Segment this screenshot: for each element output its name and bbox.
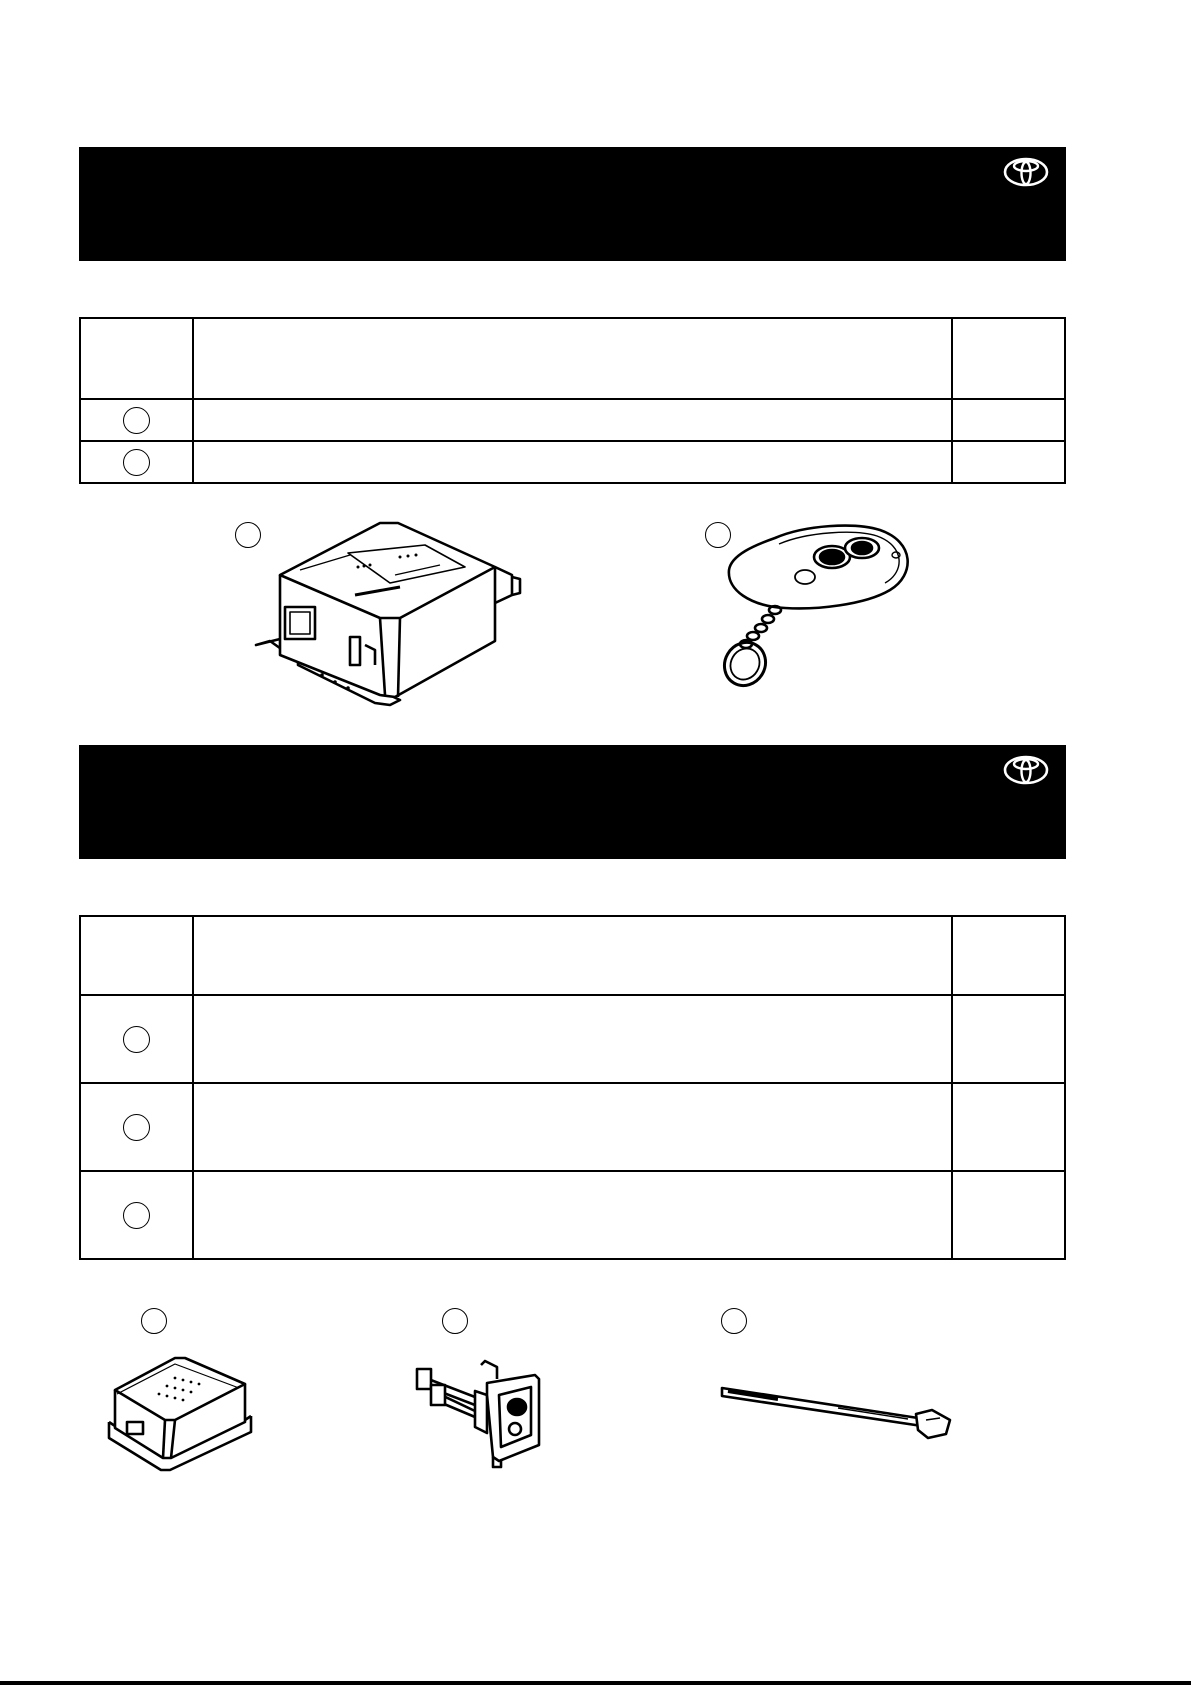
table-header-row [80,916,1065,995]
header-description [193,318,952,399]
item-marker [123,1026,150,1053]
table-header-row [80,318,1065,399]
item-quantity [952,399,1065,441]
section-banner [79,745,1066,859]
parts-table [79,317,1066,484]
cable-tie-icon [718,1380,958,1440]
table-row [80,1171,1065,1259]
header-description [193,916,952,995]
item-marker [123,1114,150,1141]
illustration-marker [721,1308,747,1334]
item-quantity [952,1171,1065,1259]
item-marker [123,449,150,476]
item-quantity [952,441,1065,483]
header-quantity [952,318,1065,399]
item-description [193,441,952,483]
item-quantity [952,1083,1065,1171]
table-row [80,1083,1065,1171]
table-row [80,399,1065,441]
table-row [80,995,1065,1083]
item-description [193,995,952,1083]
item-description [193,1171,952,1259]
section-banner [79,147,1066,261]
parts-table [79,915,1066,1260]
item-quantity [952,995,1065,1083]
remote-key-fob-icon [715,520,930,695]
header-quantity [952,916,1065,995]
item-marker [123,407,150,434]
table-row [80,441,1065,483]
led-indicator-icon [415,1355,545,1470]
toyota-logo-icon [1002,754,1050,786]
relay-box-icon [105,1350,255,1475]
illustration-marker [442,1308,468,1334]
header-ref [80,318,193,399]
item-description [193,1083,952,1171]
item-marker [123,1202,150,1229]
control-module-icon [250,515,535,710]
item-description [193,399,952,441]
page-bottom-rule [0,1681,1191,1685]
illustration-marker [141,1308,167,1334]
header-ref [80,916,193,995]
toyota-logo-icon [1002,156,1050,188]
